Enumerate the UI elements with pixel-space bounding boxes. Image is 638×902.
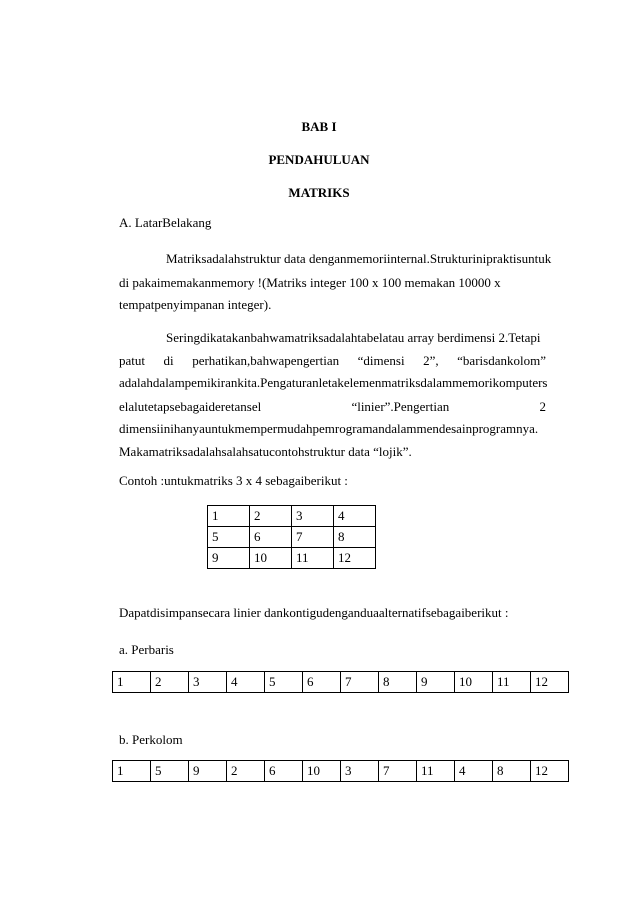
perkolom-cell: 4 (455, 761, 493, 782)
perkolom-cell: 1 (113, 761, 151, 782)
table-row (208, 527, 376, 548)
heading-pendahuluan: PENDAHULUAN (268, 152, 370, 167)
perkolom-cell: 9 (189, 761, 227, 782)
matrix-cell: 10 (250, 548, 292, 569)
para2-line6: Makamatriksadalahsalahsatucontohstruktur data “lojik”. (119, 444, 412, 459)
matrix-table (207, 505, 376, 569)
heading-matriks: MATRIKS (288, 185, 350, 200)
matrix-cell: 7 (292, 527, 334, 548)
perbaris-cell: 3 (189, 672, 227, 693)
perbaris-cell: 1 (113, 672, 151, 693)
perbaris-cell: 8 (379, 672, 417, 693)
matrix-cell: 5 (208, 527, 250, 548)
para1-line3: tempatpenyimpanan integer). (119, 297, 272, 312)
para2-word: 2 (539, 399, 546, 414)
para2-line4 (119, 399, 546, 415)
table-row (208, 548, 376, 569)
matrix-cell: 8 (334, 527, 376, 548)
para1-line2: di pakaimemakanmemory !(Matriks integer 100 x 100 memakan 10000 x (119, 275, 501, 290)
perkolom-table (112, 760, 569, 782)
para1-line1: Matriksadalahstruktur data denganmemoriinternal.Strukturinipraktisuntuk (166, 251, 552, 266)
perbaris-cell: 6 (303, 672, 341, 693)
matrix-cell: 1 (208, 506, 250, 527)
perbaris-cell: 4 (227, 672, 265, 693)
perkolom-cell: 10 (303, 761, 341, 782)
dapat-text: Dapatdisimpansecara linier dankontigudenganduaalternatifsebagaiberikut : (119, 605, 509, 620)
matrix-cell: 6 (250, 527, 292, 548)
perkolom-cell: 8 (493, 761, 531, 782)
perbaris-cell: 11 (493, 672, 531, 693)
para2-word: perhatikan,bahwapengertian (192, 353, 340, 368)
perbaris-table (112, 671, 569, 693)
perbaris-cell: 12 (531, 672, 569, 693)
matrix-cell: 9 (208, 548, 250, 569)
matrix-cell: 2 (250, 506, 292, 527)
perkolom-cell: 5 (151, 761, 189, 782)
perbaris-cell: 7 (341, 672, 379, 693)
perbaris-cell: 2 (151, 672, 189, 693)
matrix-cell: 12 (334, 548, 376, 569)
perkolom-label: b. Perkolom (119, 732, 183, 747)
para2-line1: Seringdikatakanbahwamatriksadalahtabelatau array berdimensi 2.Tetapi (166, 330, 541, 345)
perkolom-cell: 6 (265, 761, 303, 782)
perbaris-cell: 10 (455, 672, 493, 693)
para2-word: “barisdankolom” (457, 353, 546, 368)
para2-line3: adalahdalampemikirankita.Pengaturanletakelemenmatriksdalammemorikomputers (119, 375, 548, 390)
para2-word: “dimensi (357, 353, 405, 368)
matrix-cell: 3 (292, 506, 334, 527)
para2-line5: dimensiinihanyauntukmempermudahpemrogramandalammendesainprogramnya. (119, 421, 539, 436)
perbaris-cell: 9 (417, 672, 455, 693)
perkolom-cell: 2 (227, 761, 265, 782)
matrix-cell: 11 (292, 548, 334, 569)
perkolom-cell: 3 (341, 761, 379, 782)
table-row (113, 761, 569, 782)
para2-line2 (119, 353, 546, 369)
para2-word: “linier”.Pengertian (351, 399, 450, 414)
table-row (113, 672, 569, 693)
contoh-text: Contoh :untukmatriks 3 x 4 sebagaiberikut : (119, 473, 348, 488)
para2-word: elalutetapsebagaideretansel (119, 399, 262, 414)
heading-bab: BAB I (301, 119, 337, 134)
perbaris-label: a. Perbaris (119, 642, 174, 657)
matrix-cell: 4 (334, 506, 376, 527)
perkolom-cell: 12 (531, 761, 569, 782)
para2-word: 2”, (423, 353, 439, 368)
para2-word: patut (119, 353, 145, 368)
perkolom-cell: 11 (417, 761, 455, 782)
table-row (208, 506, 376, 527)
perbaris-cell: 5 (265, 672, 303, 693)
para2-word: di (163, 353, 174, 368)
perkolom-cell: 7 (379, 761, 417, 782)
section-a-title: A. LatarBelakang (119, 215, 212, 230)
